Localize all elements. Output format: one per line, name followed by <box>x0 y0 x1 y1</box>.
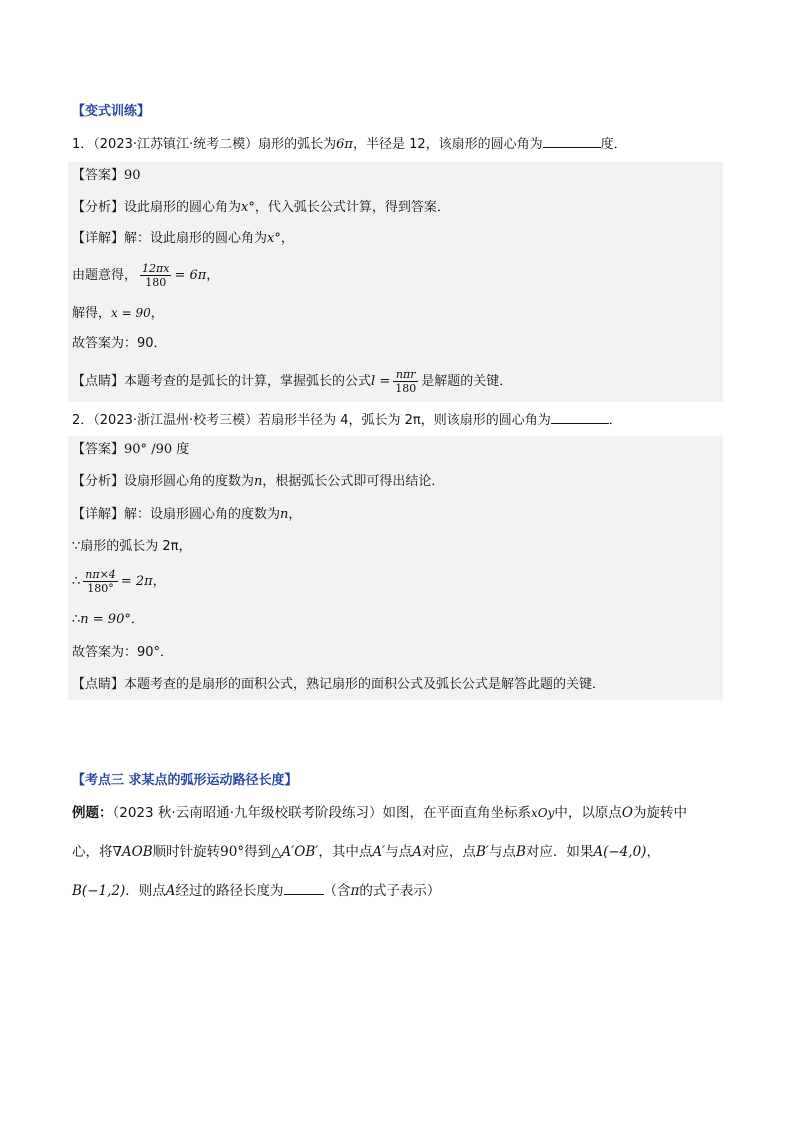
point-b-prime: B′ <box>475 844 489 860</box>
q2-eq-numerator: nπ×4 <box>85 568 116 581</box>
origin-label: O <box>621 805 633 821</box>
example-line-2 <box>72 842 660 862</box>
q1-detail-text-a: 解：设此扇形的圆心角为 <box>124 231 268 246</box>
example-text-2h: 对应．如果 <box>525 844 594 860</box>
detail-tag: 【详解】 <box>72 231 125 246</box>
q1-eq-end: ， <box>206 268 220 283</box>
q1-comment-line <box>72 365 512 399</box>
q1-solve-end: ， <box>150 306 164 321</box>
question-2 <box>72 410 622 431</box>
q2-answer-line <box>72 440 189 460</box>
q1-answer-line <box>72 166 141 186</box>
section-heading-topic3: 【考点三 求某点的弧形运动路径长度】 <box>72 773 298 788</box>
q1-analysis-line <box>72 198 450 218</box>
q2-text-suffix: ． <box>608 413 622 428</box>
q2-eq-rhs: = 2π <box>120 574 153 589</box>
q2-analysis-text-b: ，根据弧长公式即可得出结论． <box>262 474 445 489</box>
example-text-3a: ．则点 <box>125 883 166 899</box>
q2-detail-text-a: 解：设扇形圆心角的度数为 <box>124 507 281 522</box>
analysis-tag: 【分析】 <box>72 200 125 215</box>
q2-final-answer: 故答案为：90°． <box>72 645 174 660</box>
q2-since-line: ∵扇形的弧长为 2π， <box>72 539 192 554</box>
q1-text-suffix: 度． <box>600 137 627 152</box>
q1-eq-denominator: 180 <box>145 276 167 289</box>
q2-analysis-text-a: 设扇形圆心角的度数为 <box>124 474 255 489</box>
point-b: B <box>515 844 526 860</box>
detail-tag: 【详解】 <box>72 507 125 522</box>
pi-symbol: π <box>350 883 360 899</box>
example-text-3b: 经过的路径长度为 <box>175 883 284 899</box>
example-text-3d: 的式子表示） <box>359 883 441 899</box>
question-1 <box>72 134 627 155</box>
q1-answer-blank <box>543 134 601 148</box>
example-text-1a: （2023 秋·云南昭通·九年级校联考阶段练习）如图，在平面直角坐标系 <box>112 805 531 821</box>
example-text-2g: 与点 <box>488 844 516 860</box>
q1-eq-intro: 由题意得， <box>72 268 138 283</box>
q2-detail-text-b: ， <box>288 507 302 522</box>
q2-comment-text: 本题考查的是扇形的面积公式，熟记扇形的面积公式及弧长公式是解答此题的关键． <box>124 677 606 692</box>
example-text-2e: 与点 <box>385 844 413 860</box>
q2-result-end: ． <box>130 612 144 627</box>
point-a: A <box>412 844 422 860</box>
answer-tag: 【答案】 <box>72 442 125 457</box>
example-text-2f: 对应，点 <box>421 844 476 860</box>
q1-solve-equation: x = 90 <box>111 306 151 320</box>
triangle-aob-prime: △A′OB′ <box>271 844 319 860</box>
q2-detail-line <box>72 505 301 525</box>
example-text-3c: （含 <box>323 883 351 899</box>
q1-eq-rhs: = 6π <box>174 268 207 283</box>
q1-comment-text-b: 是解题的关键． <box>421 374 513 389</box>
therefore-symbol: ∴ <box>72 612 81 627</box>
example-text-1b: 中，以原点 <box>554 805 622 821</box>
q1-equation-line <box>72 259 219 293</box>
triangle-aob: ∇AOB <box>112 844 153 860</box>
q1-detail-var: x° <box>267 231 281 246</box>
point-a-prime: A′ <box>372 844 386 860</box>
example-tag: 例题： <box>72 805 113 821</box>
q2-analysis-var: n <box>254 474 263 489</box>
q2-detail-var: n <box>280 507 289 522</box>
comment-tag: 【点睛】 <box>72 374 125 389</box>
q1-comment-numerator: nπr <box>393 368 418 382</box>
example-text-2end: ， <box>646 844 660 860</box>
analysis-tag: 【分析】 <box>72 474 125 489</box>
q2-comment-line <box>72 675 605 695</box>
q1-comment-denominator: 180 <box>395 382 417 395</box>
q1-answer-value: 90 <box>124 168 141 183</box>
example-text-2b: 顺时针旋转 <box>152 844 221 860</box>
q1-analysis-var: x° <box>241 200 255 215</box>
q1-solve-line <box>72 303 164 324</box>
example-text-2d: ，其中点 <box>318 844 373 860</box>
example-text-2c: 得到 <box>244 844 272 860</box>
q1-arc-value: 6π <box>336 137 353 152</box>
q2-text-prefix: 2．（2023·浙江温州·校考三模）若扇形半径为 4，弧长为 2π，则该扇形的圆心角为 <box>72 413 551 428</box>
point-a-var: A <box>165 883 176 899</box>
answer-tag: 【答案】 <box>72 168 125 183</box>
q1-solve-intro: 解得， <box>72 306 112 321</box>
section-heading-practice: 【变式训练】 <box>72 104 151 119</box>
comment-tag: 【点睛】 <box>72 677 125 692</box>
point-b-coordinates: B(−1,2) <box>72 883 126 899</box>
q2-eq-denominator: 180° <box>87 582 114 595</box>
q2-eq-end: ， <box>152 574 166 589</box>
q2-equation-line <box>72 565 166 599</box>
point-a-coordinates: A(−4,0) <box>593 844 647 860</box>
rotation-angle: 90° <box>220 844 245 860</box>
q1-comment-formula-lhs: l = <box>371 374 391 389</box>
therefore-symbol: ∴ <box>72 574 81 589</box>
q1-comment-text-a: 本题考查的是弧长的计算，掌握弧长的公式 <box>124 374 372 389</box>
q1-text-mid: ，半径是 12，该扇形的圆心角为 <box>352 137 543 152</box>
q1-detail-line <box>72 229 294 249</box>
q1-comment-fraction <box>393 368 418 395</box>
q2-answer-value: 90° /90 度 <box>124 442 190 457</box>
example-text-2a: 心，将 <box>72 844 113 860</box>
coordinate-system-label: xOy <box>530 806 555 820</box>
q1-text-prefix: 1．（2023·江苏镇江·统考二模）扇形的弧长为 <box>72 137 337 152</box>
example-text-1c: 为旋转中 <box>632 805 687 821</box>
q2-answer-blank <box>551 410 609 424</box>
q2-eq-fraction <box>83 568 118 595</box>
q1-eq-fraction <box>140 262 171 289</box>
q1-detail-text-b: ， <box>280 231 294 246</box>
q2-result-line <box>72 610 144 630</box>
example-line-3 <box>72 881 440 901</box>
q1-final-answer: 故答案为：90． <box>72 336 167 351</box>
q2-analysis-line <box>72 472 444 492</box>
q1-eq-numerator: 12πx <box>142 262 170 275</box>
q2-result-equation: n = 90° <box>80 612 131 627</box>
example-line-1 <box>72 803 687 823</box>
q1-analysis-text-a: 设此扇形的圆心角为 <box>124 200 242 215</box>
q1-analysis-text-b: ，代入弧长公式计算，得到答案． <box>254 200 450 215</box>
example-answer-blank <box>284 881 324 895</box>
